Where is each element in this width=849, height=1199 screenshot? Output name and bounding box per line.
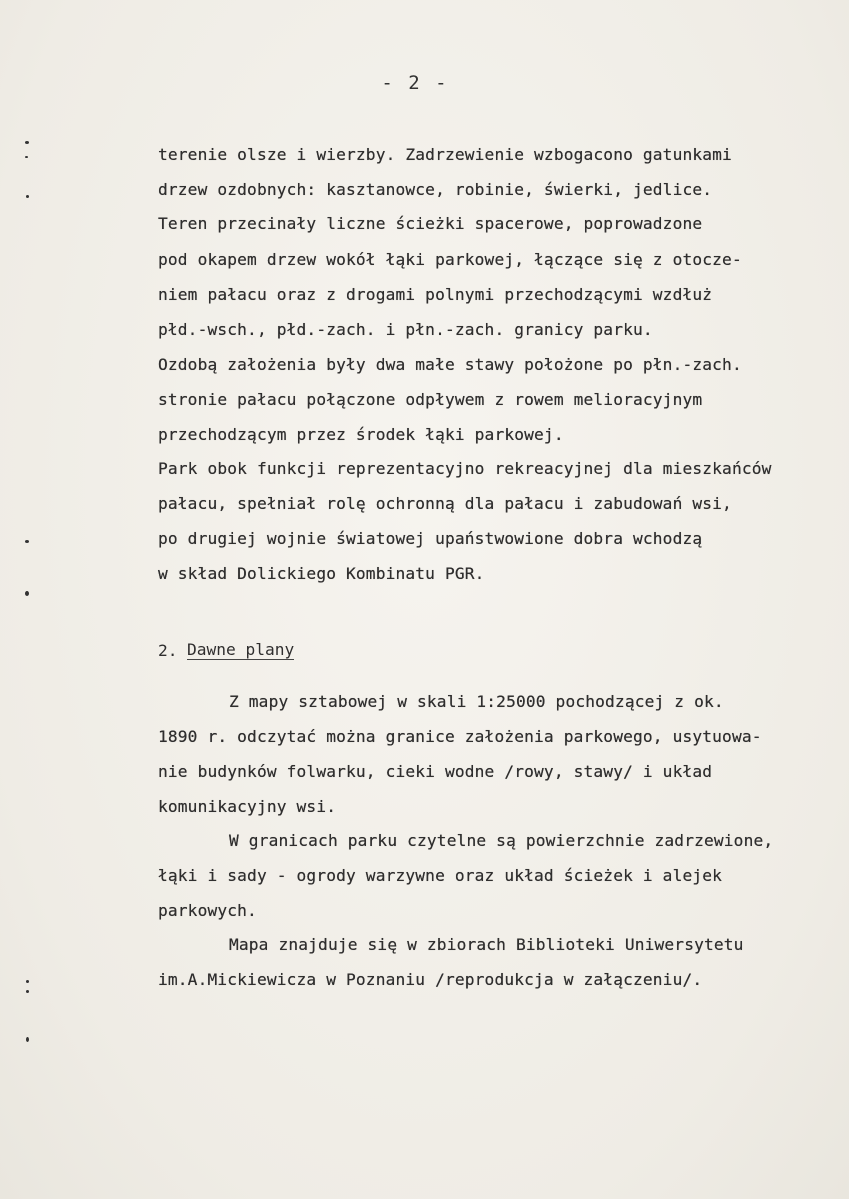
text-line: parkowych. — [158, 901, 257, 920]
text-line: pod okapem drzew wokół łąki parkowej, łączące się z otocze- — [158, 250, 742, 269]
text-line: 1890 r. odczytać można granice założenia parkowego, usytuowa- — [158, 727, 762, 746]
text-line: Teren przecinały liczne ścieżki spacerowe, poprowadzone — [158, 214, 703, 233]
margin-mark — [26, 990, 29, 993]
text-line: płd.-wsch., płd.-zach. i płn.-zach. granicy parku. — [158, 320, 653, 339]
margin-mark — [26, 980, 29, 983]
text-line: terenie olsze i wierzby. Zadrzewienie wzbogacono gatunkami — [158, 145, 732, 164]
margin-mark — [25, 591, 29, 596]
text-line: W granicach parku czytelne są powierzchnie zadrzewione, — [229, 831, 774, 850]
margin-mark — [25, 540, 29, 543]
text-line: łąki i sady - ogrody warzywne oraz układ ścieżek i alejek — [158, 866, 723, 885]
text-line: Park obok funkcji reprezentacyjno rekreacyjnej dla mieszkańców — [158, 459, 772, 478]
text-line: przechodzącym przez środek łąki parkowej. — [158, 425, 564, 444]
text-line: po drugiej wojnie światowej upaństwowione dobra wchodzą — [158, 529, 703, 548]
margin-mark — [25, 141, 29, 144]
text-line: nie budynków folwarku, cieki wodne /rowy, stawy/ i układ — [158, 762, 713, 781]
margin-mark — [26, 195, 29, 198]
text-line: niem pałacu oraz z drogami polnymi przechodzącymi wzdłuż — [158, 285, 713, 304]
text-line: pałacu, spełniał rolę ochronną dla pałacu i zabudowań wsi, — [158, 494, 732, 513]
text-line: Ozdobą założenia były dwa małe stawy położone po płn.-zach. — [158, 355, 742, 374]
text-line: drzew ozdobnych: kasztanowce, robinie, świerki, jedlice. — [158, 180, 713, 199]
margin-mark — [25, 156, 28, 158]
section-title: Dawne plany — [187, 640, 295, 659]
page-number: - 2 - — [381, 72, 449, 94]
text-line: Z mapy sztabowej w skali 1:25000 pochodzącej z ok. — [229, 692, 724, 711]
text-line: w skład Dolickiego Kombinatu PGR. — [158, 564, 485, 583]
margin-mark — [26, 1037, 29, 1042]
section-number: 2. — [158, 641, 178, 660]
text-line: stronie pałacu połączone odpływem z rowem melioracyjnym — [158, 390, 703, 409]
text-line: komunikacyjny wsi. — [158, 797, 337, 816]
text-line: Mapa znajduje się w zbiorach Biblioteki Uniwersytetu — [229, 935, 744, 954]
text-line: im.A.Mickiewicza w Poznaniu /reprodukcja w załączeniu/. — [158, 970, 703, 989]
